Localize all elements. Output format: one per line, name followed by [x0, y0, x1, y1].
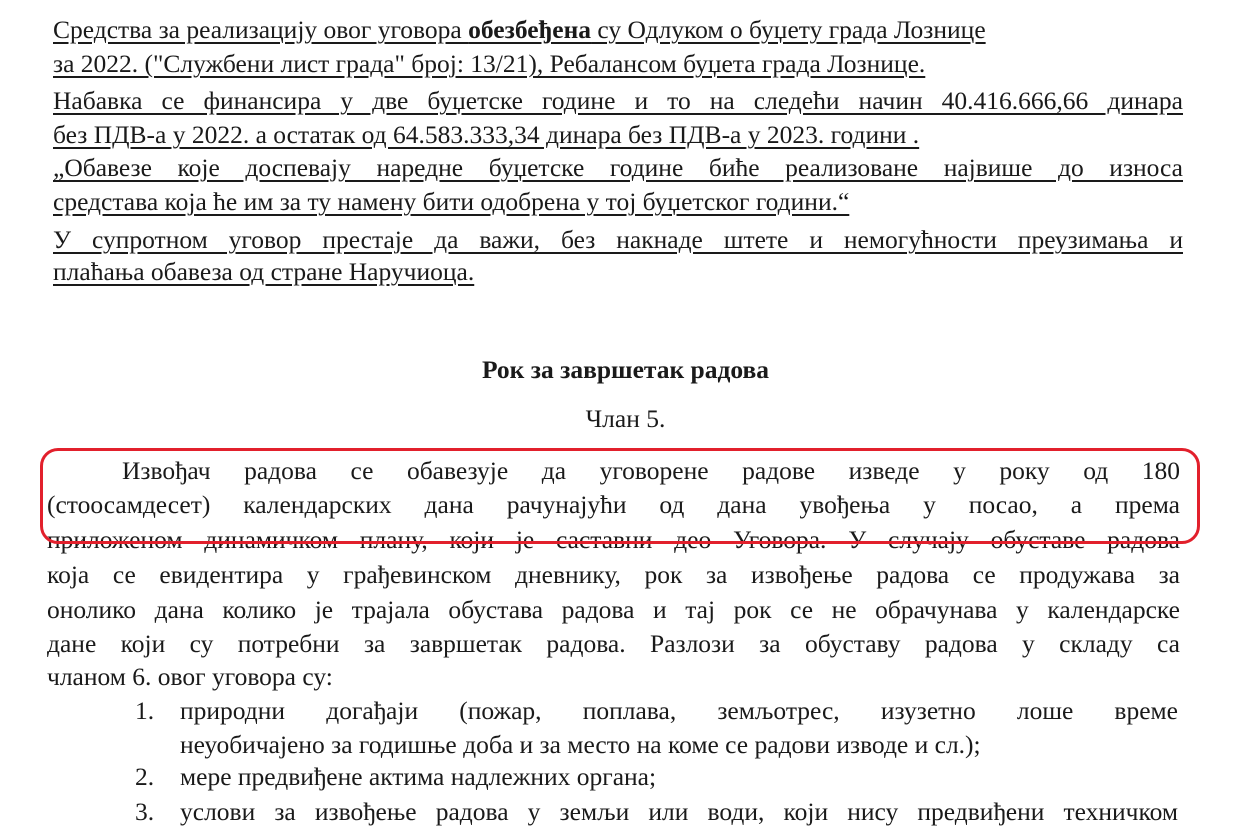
list-item-3-line-1: услови за извођење радова у земљи или води, који нису предвиђени техничком	[180, 797, 1178, 826]
funding-line-8: плаћања обавеза од стране Наручиоца.	[53, 257, 475, 286]
article-number: Члан 5.	[585, 404, 666, 433]
list-item-1-line-2: неуобичајено за годишње доба и за место на коме се радови изводе и сл.);	[180, 730, 981, 759]
funding-line-1-bold: обезбеђена	[468, 15, 592, 44]
funding-line-2: за 2022. ("Службени лист града" број: 13/21), Ребалансом буџета града Лознице.	[53, 49, 926, 78]
article5-line-2: (стоосамдесет) календарских дана рачунајући од дана увођења у посао, а према	[47, 490, 1180, 519]
list-number-2: 2.	[135, 762, 155, 791]
funding-line-7: У супротном уговор престаје да важи, без накнаде штете и немогућности преузимања и	[53, 225, 1183, 254]
article5-line-5: онолико дана колико је трајала обустава радова и тај рок се не обрачунава у календарске	[47, 595, 1180, 624]
funding-line-6: средстава која ће им за ту намену бити одобрена у тој буџетског години.“	[53, 187, 850, 216]
section-title: Рок за завршетак радова	[481, 355, 770, 384]
list-number-1: 1.	[135, 696, 155, 725]
funding-line-4: без ПДВ-а у 2022. а остатак од 64.583.333,34 динара без ПДВ-а у 2023. години .	[53, 120, 920, 149]
funding-line-1-post: су Одлуком о буџету града Лознице	[591, 15, 986, 44]
article5-line-4: која се евидентира у грађевинском дневнику, рок за извођење радова се продужава за	[47, 560, 1180, 589]
article5-line-1: Извођач радова се обавезује да уговорене радове изведе у року од 180	[122, 456, 1180, 485]
funding-line-3: Набавка се финансира у две буџетске године и то на следећи начин 40.416.666,66 динара	[53, 86, 1183, 115]
funding-line-1-pre: Средства за реализацију овог уговора	[53, 15, 469, 44]
article5-line-6: дане који су потребни за завршетак радова. Разлози за обуставу радова у складу са	[47, 629, 1180, 658]
funding-line-1	[53, 14, 986, 46]
article5-line-3: приложеном динамичком плану, који је саставни део Уговора. У случају обуставе радова	[47, 525, 1180, 554]
list-number-3: 3.	[135, 797, 155, 826]
article5-line-7: чланом 6. овог уговора су:	[47, 662, 333, 691]
list-item-1-line-1: природни догађаји (пожар, поплава, земљотрес, изузетно лоше време	[180, 696, 1178, 725]
funding-line-5: „Обавезе које доспевају наредне буџетске године биће реализоване највише до износа	[53, 153, 1183, 182]
list-item-2-line-1: мере предвиђене актима надлежних органа;	[180, 762, 657, 791]
